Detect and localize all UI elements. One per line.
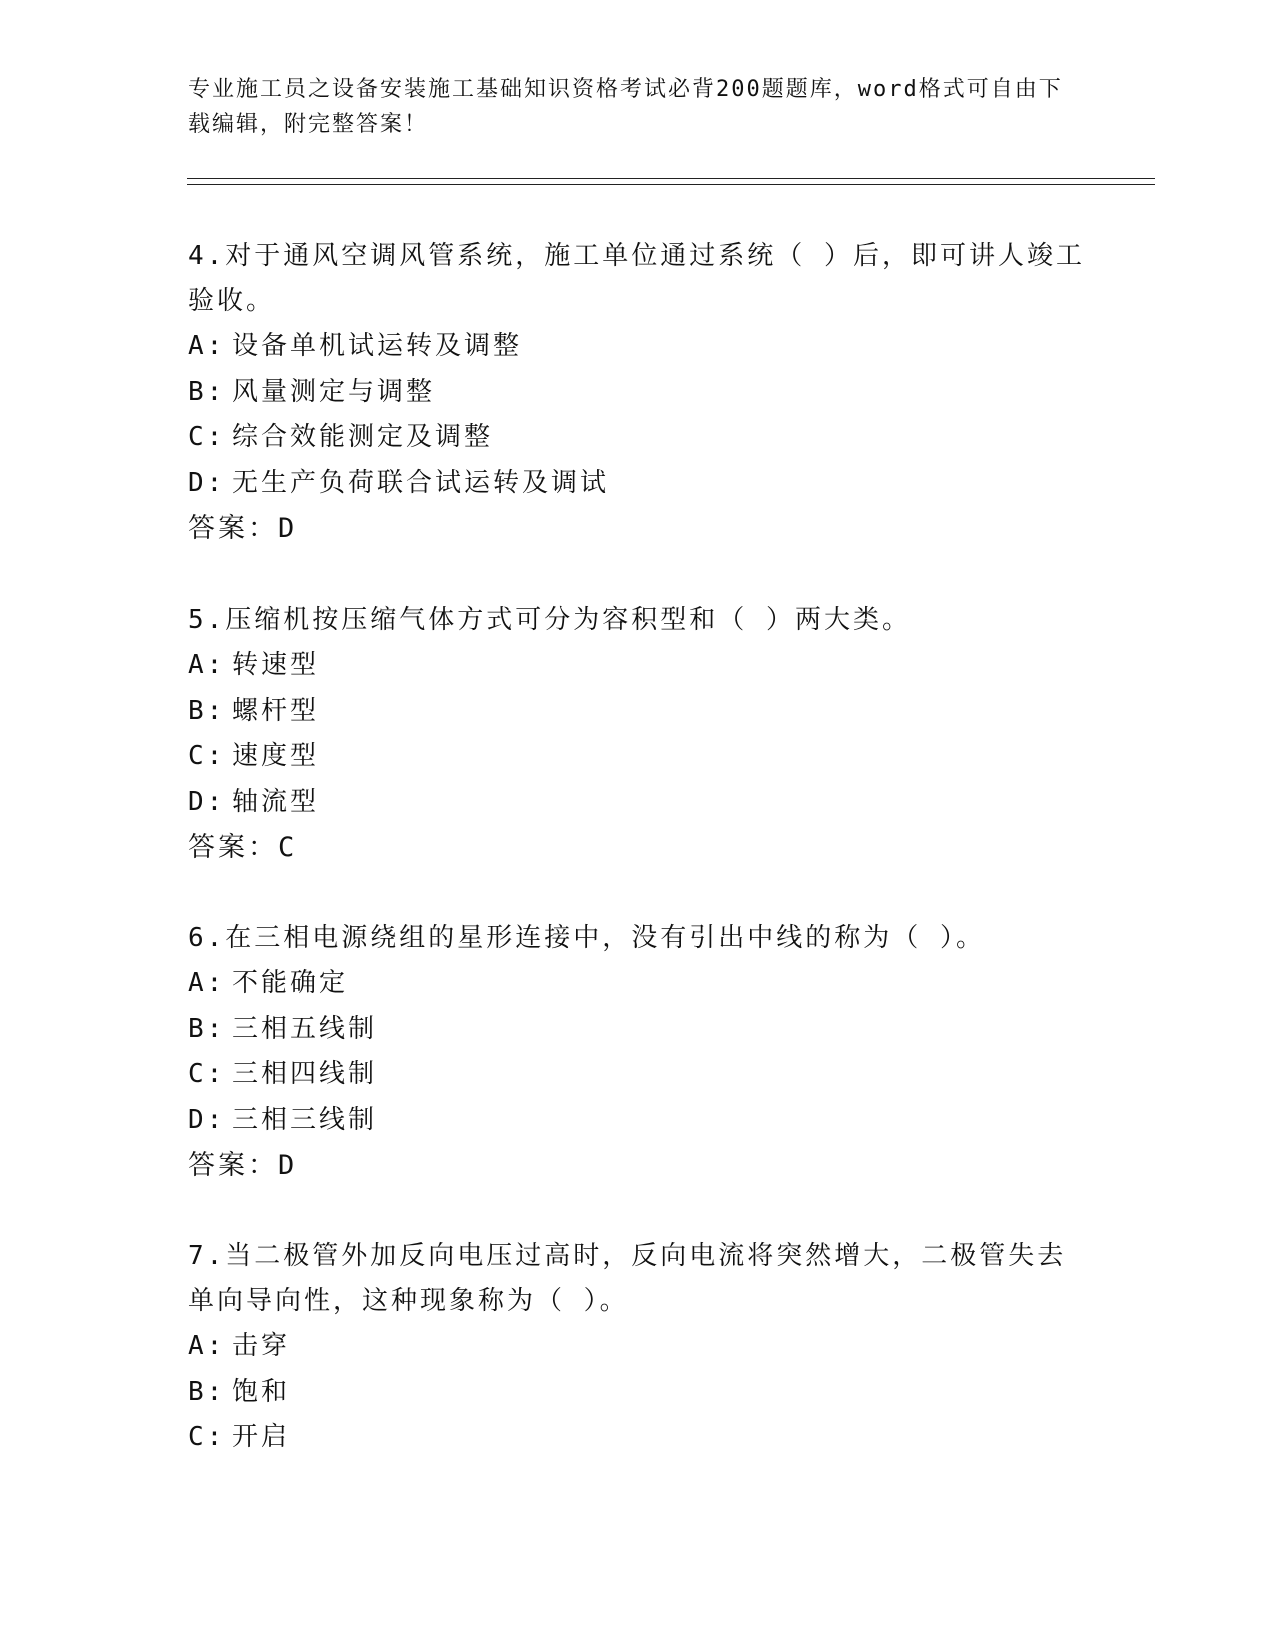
option-a: [188, 961, 1088, 1007]
option-a: [188, 1324, 1088, 1370]
question-stem: 7.当二极管外加反向电压过高时，反向电流将突然增大，二极管失去单向导向性，这种现象称为（ ）。: [188, 1241, 1067, 1316]
option-text: 三相三线制: [232, 1104, 378, 1135]
option-letter: B:: [188, 695, 226, 726]
option-c: [188, 415, 1088, 461]
option-letter: D:: [188, 1104, 226, 1135]
option-text: 设备单机试运转及调整: [232, 331, 523, 361]
option-letter: C:: [188, 1059, 226, 1089]
option-text: 转速型: [232, 650, 320, 680]
option-text: 三相五线制: [232, 1013, 378, 1044]
option-text: 不能确定: [232, 968, 349, 998]
option-text: 无生产负荷联合试运转及调试: [232, 467, 610, 498]
option-letter: A:: [188, 968, 226, 998]
option-letter: C:: [188, 1422, 226, 1452]
header-divider-bottom: [187, 184, 1155, 185]
option-text: 风量测定与调整: [232, 376, 436, 407]
question-block: [188, 1234, 1088, 1461]
option-letter: D:: [188, 786, 226, 817]
question-block: [188, 598, 1088, 871]
option-text: 三相四线制: [232, 1059, 378, 1089]
option-text: 速度型: [232, 741, 320, 771]
option-letter: C:: [188, 422, 226, 452]
question-stem: 6.在三相电源绕组的星形连接中，没有引出中线的称为（ ）。: [188, 923, 985, 953]
answer-line: 答案：D: [188, 513, 298, 544]
option-c: [188, 1415, 1088, 1461]
option-letter: B:: [188, 1013, 226, 1044]
option-b: [188, 689, 1088, 735]
option-a: [188, 324, 1088, 370]
option-letter: A:: [188, 650, 226, 680]
question-block: [188, 916, 1088, 1189]
option-text: 开启: [232, 1422, 291, 1452]
option-letter: A:: [188, 1331, 226, 1361]
option-b: [188, 370, 1088, 416]
question-block: [188, 234, 1088, 552]
option-text: 轴流型: [232, 786, 320, 817]
option-text: 螺杆型: [232, 695, 320, 726]
option-b: [188, 1370, 1088, 1416]
option-letter: B:: [188, 376, 226, 407]
option-letter: C:: [188, 741, 226, 771]
option-text: 综合效能测定及调整: [232, 422, 494, 452]
option-d: [188, 1098, 1088, 1144]
option-a: [188, 643, 1088, 689]
option-letter: A:: [188, 331, 226, 361]
option-letter: D:: [188, 467, 226, 498]
option-c: [188, 734, 1088, 780]
option-b: [188, 1007, 1088, 1053]
option-d: [188, 461, 1088, 507]
option-d: [188, 780, 1088, 826]
header-divider-top: [187, 178, 1155, 179]
option-letter: B:: [188, 1376, 226, 1407]
answer-line: 答案：D: [188, 1150, 298, 1181]
answer-line: 答案：C: [188, 832, 298, 863]
question-stem: 5.压缩机按压缩气体方式可分为容积型和（ ）两大类。: [188, 605, 911, 635]
document-header: 专业施工员之设备安装施工基础知识资格考试必背200题题库，word格式可自由下载编辑，附完整答案！: [188, 77, 1063, 137]
option-text: 击穿: [232, 1331, 291, 1361]
option-c: [188, 1052, 1088, 1098]
question-stem: 4.对于通风空调风管系统，施工单位通过系统（ ）后，即可讲人竣工验收。: [188, 241, 1085, 316]
option-text: 饱和: [232, 1376, 291, 1407]
